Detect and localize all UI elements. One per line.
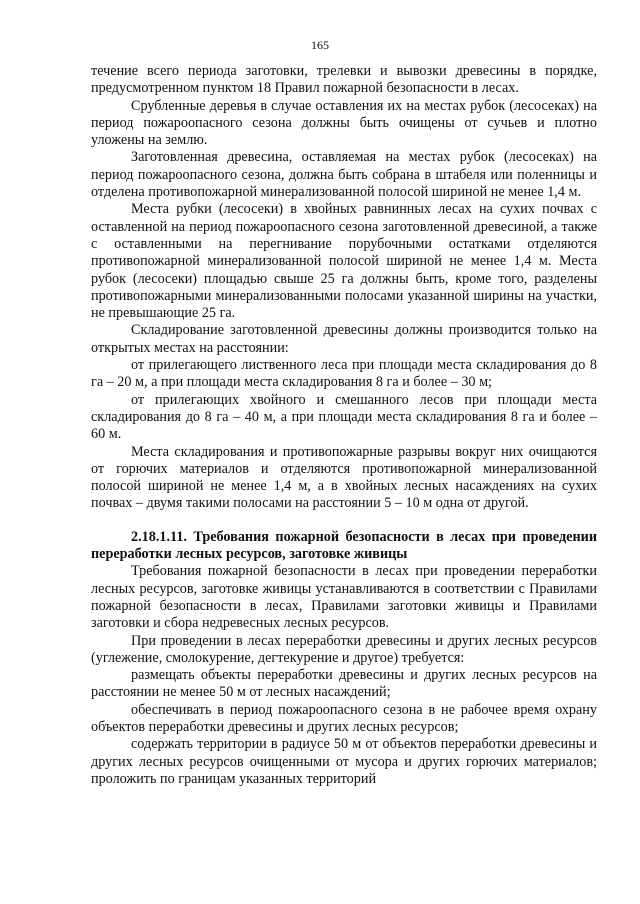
section-heading: 2.18.1.11. Требования пожарной безопасности в лесах при проведении переработки лесных ресурсов, заготовке живицы bbox=[91, 528, 597, 563]
paragraph: Заготовленная древесина, оставляемая на местах рубок (лесосеках) на период пожароопасного сезона, должна быть собрана в штабеля или поленницы и отделена противопожарной минерализованной полосой шириной не менее 1,4 м. bbox=[91, 149, 597, 201]
paragraph: от прилегающих хвойного и смешанного лесов при площади места складирования до 8 га – 40 м, а при площади места складирования 8 га и более – 60 м. bbox=[91, 391, 597, 443]
page-number: 165 bbox=[311, 38, 329, 52]
document-body bbox=[91, 63, 597, 788]
paragraph: содержать территории в радиусе 50 м от объектов переработки древесины и других лесных ресурсов очищенными от мусора и других горючих материалов; проложить по границам указанных территорий bbox=[91, 736, 597, 787]
paragraph: Места рубки (лесосеки) в хвойных равнинных лесах на сухих почвах с оставленной на период пожароопасного сезона заготовленной древесиной, а также с оставленными на перегнивание порубочными остатками отделяются противопожарной минерализованной полосой шириной не менее 1,4 м. Места рубок (лесосеки) площадью свыше 25 га должны быть, кроме того, разделены противопожарными минерализованными полосами указанной ширины на участки, не превышающие 25 га. bbox=[91, 201, 597, 322]
paragraph: Срубленные деревья в случае оставления их на местах рубок (лесосеках) на период пожароопасного сезона должны быть очищены от сучьев и плотно уложены на землю. bbox=[91, 97, 597, 149]
paragraph: При проведении в лесах переработки древесины и других лесных ресурсов (углежение, смолокурение, дегтекурение и другое) требуется: bbox=[91, 632, 597, 666]
paragraph-spacer bbox=[91, 513, 597, 529]
paragraph: обеспечивать в период пожароопасного сезона в не рабочее время охрану объектов переработки древесины и других лесных ресурсов; bbox=[91, 701, 597, 735]
paragraph: Складирование заготовленной древесины должны производится только на открытых местах на расстоянии: bbox=[91, 322, 597, 356]
paragraph: течение всего периода заготовки, трелевки и вывозки древесины в порядке, предусмотренном пунктом 18 Правил пожарной безопасности в лесах. bbox=[91, 63, 597, 97]
paragraph: Места складирования и противопожарные разрывы вокруг них очищаются от горючих материалов и отделяются противопожарной минерализованной полосой шириной не менее 1,4 м, а в хвойных лесных насаждениях на сухих почвах – двумя такими полосами на расстоянии 5 – 10 м одна от другой. bbox=[91, 443, 597, 512]
paragraph: размещать объекты переработки древесины и других лесных ресурсов на расстоянии не менее 50 м от лесных насаждений; bbox=[91, 667, 597, 701]
paragraph: от прилегающего лиственного леса при площади места складирования до 8 га – 20 м, а при площади места складирования 8 га и более – 30 м; bbox=[91, 357, 597, 391]
paragraph: Требования пожарной безопасности в лесах при проведении переработки лесных ресурсов, заготовке живицы устанавливаются в соответствии с Правилами пожарной безопасности в лесах, Правилами заготовки живицы и Правилами заготовки и сбора недревесных лесных ресурсов. bbox=[91, 563, 597, 632]
